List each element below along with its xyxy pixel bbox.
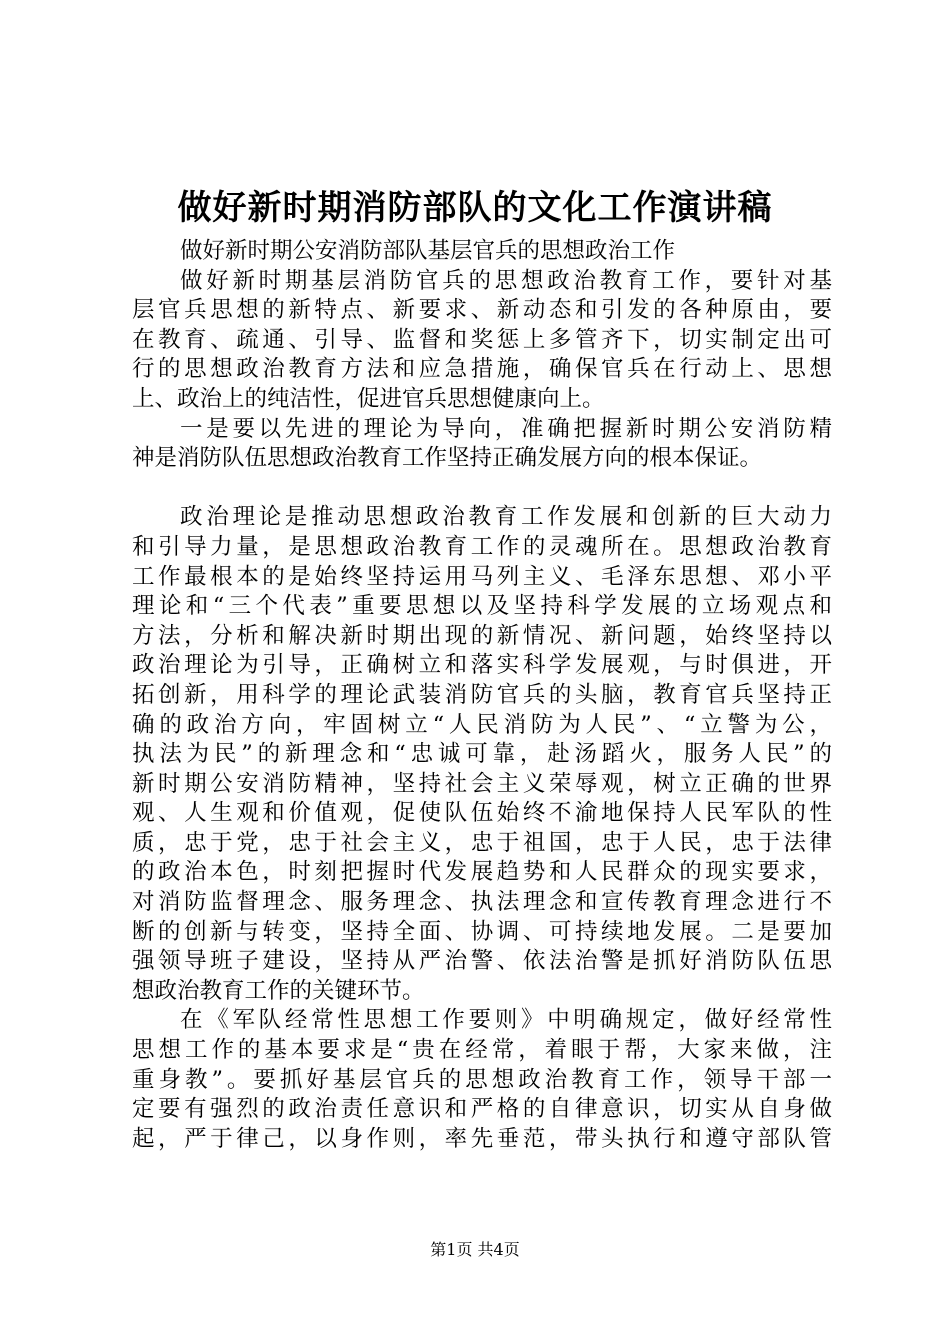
- text-line: 行的思想政治教育方法和应急措施，确保官兵在行动上、思想: [132, 356, 832, 383]
- text-line: 起，严于律己，以身作则，率先垂范，带头执行和遵守部队管: [132, 1125, 832, 1152]
- text-line: 新时期公安消防精神，坚持社会主义荣辱观，树立正确的世界: [132, 770, 832, 797]
- text-line: 定要有强烈的政治责任意识和严格的自律意识，切实从自身做: [132, 1096, 832, 1123]
- text-line: 方法，分析和解决新时期出现的新情况、新问题，始终坚持以: [132, 622, 832, 649]
- text-line: 工作最根本的是始终坚持运用马列主义、毛泽东思想、邓小平: [132, 563, 832, 590]
- text-line: 做好新时期基层消防官兵的思想政治教育工作，要针对基: [180, 267, 832, 294]
- text-line: 神是消防队伍思想政治教育工作坚持正确发展方向的根本保证。: [132, 445, 763, 472]
- text-line: 在《军队经常性思想工作要则》中明确规定，做好经常性: [180, 1007, 832, 1034]
- text-line: 重身教”。要抓好基层官兵的思想政治教育工作，领导干部一: [132, 1066, 832, 1093]
- text-line: 在教育、疏通、引导、监督和奖惩上多管齐下，切实制定出可: [132, 326, 832, 353]
- text-line: 观、人生观和价值观，促使队伍始终不渝地保持人民军队的性: [132, 800, 832, 827]
- text-line: 执法为民”的新理念和“忠诚可靠，赴汤蹈火，服务人民”的: [132, 741, 832, 768]
- text-line: 一是要以先进的理论为导向，准确把握新时期公安消防精: [180, 415, 832, 442]
- text-line: 做好新时期公安消防部队基层官兵的思想政治工作: [180, 238, 676, 264]
- text-line: 和引导力量，是思想政治教育工作的灵魂所在。思想政治教育: [132, 533, 832, 560]
- text-line: 上、政治上的纯洁性，促进官兵思想健康向上。: [132, 385, 605, 412]
- text-line: 断的创新与转变，坚持全面、协调、可持续地发展。二是要加: [132, 918, 832, 945]
- text-line: 确的政治方向，牢固树立“人民消防为人民”、“立警为公，: [132, 711, 832, 738]
- text-line: 政治理论为引导，正确树立和落实科学发展观，与时俱进，开: [132, 652, 832, 679]
- document-body: [132, 237, 832, 1154]
- document-title: 做好新时期消防部队的文化工作演讲稿: [177, 188, 773, 228]
- text-line: 层官兵思想的新特点、新要求、新动态和引发的各种原由，要: [132, 297, 832, 324]
- text-line: 质，忠于党，忠于社会主义，忠于祖国，忠于人民，忠于法律: [132, 829, 832, 856]
- text-line: 理论和“三个代表”重要思想以及坚持科学发展的立场观点和: [132, 593, 832, 620]
- page-number: 第1页 共4页: [430, 1240, 520, 1259]
- text-line: 政治理论是推动思想政治教育工作发展和创新的巨大动力: [180, 504, 832, 531]
- text-line: 思想工作的基本要求是“贵在经常，着眼于帮，大家来做，注: [132, 1037, 832, 1064]
- text-line: 想政治教育工作的关键环节。: [132, 977, 425, 1004]
- text-line: 拓创新，用科学的理论武装消防官兵的头脑，教育官兵坚持正: [132, 681, 832, 708]
- text-line: [132, 474, 832, 504]
- text-line: 强领导班子建设，坚持从严治警、依法治警是抓好消防队伍思: [132, 948, 832, 975]
- text-line: 对消防监督理念、服务理念、执法理念和宣传教育理念进行不: [132, 889, 832, 916]
- text-line: 的政治本色，时刻把握时代发展趋势和人民群众的现实要求，: [132, 859, 832, 886]
